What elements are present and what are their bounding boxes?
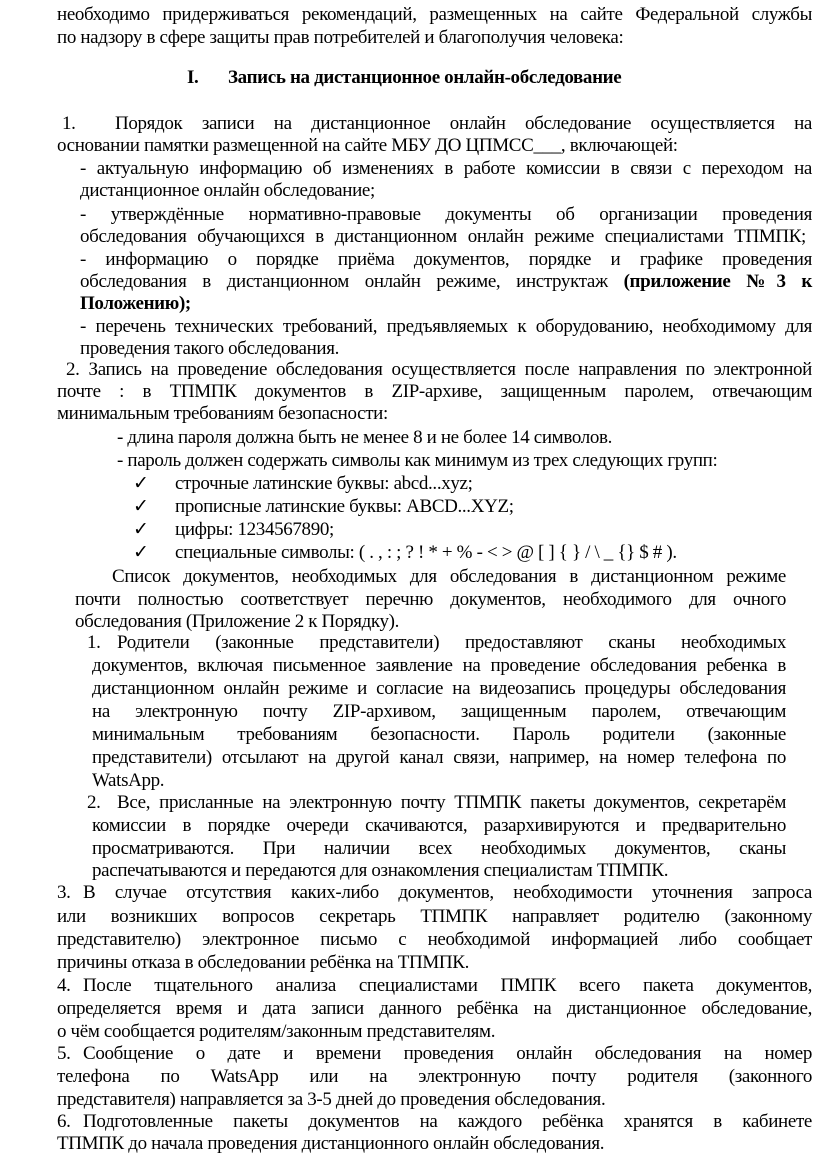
item-line: почте : в ТПМПК документов в ZIP-архиве, защищенным паролем, отвечающим [57, 381, 812, 402]
paragraph-line: Список документов, необходимых для обследования в дистанционном режиме [112, 566, 786, 587]
bullet-line: - актуальную информацию об изменениях в работе комиссии в связи с переходом на [80, 158, 812, 179]
intro-line: необходимо придерживаться рекомендаций, размещенных на сайте Федеральной службы [57, 4, 812, 25]
step-line: Подготовленные пакеты документов на каждого ребёнка хранятся в кабинете [83, 1111, 812, 1132]
group-item: прописные латинские буквы: ABCD...XYZ; [175, 496, 514, 517]
step-number: 5. [57, 1043, 71, 1064]
item-number: 1. [62, 113, 76, 134]
item-line: 2. Запись на проведение обследования осуществляется после направления по электронной [66, 359, 812, 380]
step-line: причины отказа в обследовании ребёнка на ТПМПК. [57, 952, 470, 973]
step-line: Родители (законные представители) предоставляют сканы необходимых [117, 632, 786, 653]
group-item: цифры: 1234567890; [175, 519, 334, 540]
rule-line: - длина пароля должна быть не менее 8 и не более 14 символов. [117, 427, 613, 448]
bullet-line: дистанционное онлайн обследование; [80, 180, 375, 201]
step-line: или возникших вопросов секретарь ТПМПК направляет родителю (законному [57, 906, 812, 927]
step-line: телефона по WatsApp или на электронную почту родителя (законного [57, 1066, 812, 1087]
check-icon: ✓ [133, 519, 149, 540]
group-item: специальные символы: ( . , : ; ? ! * + % - < > @ [ ] { } / \ _ {} $ # ). [175, 542, 677, 563]
appendix-reference: (приложение №3 к [623, 271, 813, 292]
group-item: строчные латинские буквы: abcd...xyz; [175, 473, 473, 494]
step-number: 6. [57, 1111, 71, 1132]
step-line: просматриваются. При наличии всех необходимых документов, сканы [92, 838, 786, 859]
paragraph-line: почти полностью соответствует перечню документов, необходимого для очного [75, 589, 786, 610]
step-line: определяется время и дата записи данного ребёнка на дистанционное обследование, [57, 998, 812, 1019]
step-line: документов, включая письменное заявление на проведение обследования ребенка в [92, 655, 786, 676]
bullet-text: обследования в дистанционном онлайн режиме, инструктаж [80, 271, 608, 292]
check-icon: ✓ [133, 542, 149, 563]
step-number: 3. [57, 882, 71, 903]
bullet-line: - перечень технических требований, предъявляемых к оборудованию, необходимому для [80, 316, 812, 337]
item-line: минимальным требованиям безопасности: [57, 403, 388, 424]
bullet-line [80, 271, 812, 293]
step-line: комиссии в порядке очереди скачиваются, разархивируются и предварительно [92, 815, 786, 836]
step-line: минимальным требованиям безопасности. Пароль родители (законные [92, 724, 786, 745]
step-line: дистанционном онлайн режиме и согласие на видеозапись процедуры обследования [92, 678, 786, 699]
bullet-line: - утверждённые нормативно-правовые документы об организации проведения [80, 204, 812, 225]
step-line: о чём сообщается родителям/законным представителям. [57, 1021, 496, 1042]
section-number: I. [187, 67, 199, 88]
step-line: В случае отсутствия каких-либо документов, необходимости уточнения запроса [83, 882, 812, 903]
step-number: 1. [87, 632, 101, 653]
step-number: 4. [57, 975, 71, 996]
paragraph-line: обследования (Приложение 2 к Порядку). [75, 611, 400, 632]
step-line: представителя) направляется за 3-5 дней до проведения обследования. [57, 1089, 606, 1110]
bullet-line: обследования обучающихся в дистанционном онлайн режиме специалистами ТПМПК; [80, 226, 806, 247]
step-number: 2. [87, 792, 101, 813]
step-line: представители) отсылают на другой канал связи, например, на номер телефона по [92, 747, 786, 768]
item-line: Порядок записи на дистанционное онлайн обследование осуществляется на [115, 113, 812, 134]
section-title: Запись на дистанционное онлайн-обследование [228, 67, 622, 88]
check-icon: ✓ [133, 496, 149, 517]
check-icon: ✓ [133, 473, 149, 494]
step-line: После тщательного анализа специалистами ПМПК всего пакета документов, [83, 975, 812, 996]
bullet-line: - информацию о порядке приёма документов, порядке и графике проведения [80, 249, 812, 270]
step-line: на электронную почту ZIP-архивом, защищенным паролем, отвечающим [92, 701, 786, 722]
step-line: ТПМПК до начала проведения дистанционного онлайн обследования. [57, 1133, 605, 1154]
rule-line: - пароль должен содержать символы как минимум из трех следующих групп: [117, 450, 718, 471]
intro-line: по надзору в сфере защиты прав потребителей и благополучия человека: [57, 27, 624, 48]
step-line: Все, присланные на электронную почту ТПМПК пакеты документов, секретарём [117, 792, 786, 813]
step-line: WatsApp. [92, 770, 165, 791]
item-line: основании памятки размещенной на сайте МБУ ДО ЦПМСС___, включающей: [57, 135, 678, 156]
bullet-line: проведения такого обследования. [80, 338, 340, 359]
appendix-reference: Положению); [80, 293, 191, 314]
step-line: Сообщение о дате и времени проведения онлайн обследования на номер [83, 1043, 812, 1064]
step-line: представителю) электронное письмо с необходимой информацией либо сообщает [57, 929, 812, 950]
step-line: распечатываются и передаются для ознакомления специалистам ТПМПК. [92, 860, 669, 881]
